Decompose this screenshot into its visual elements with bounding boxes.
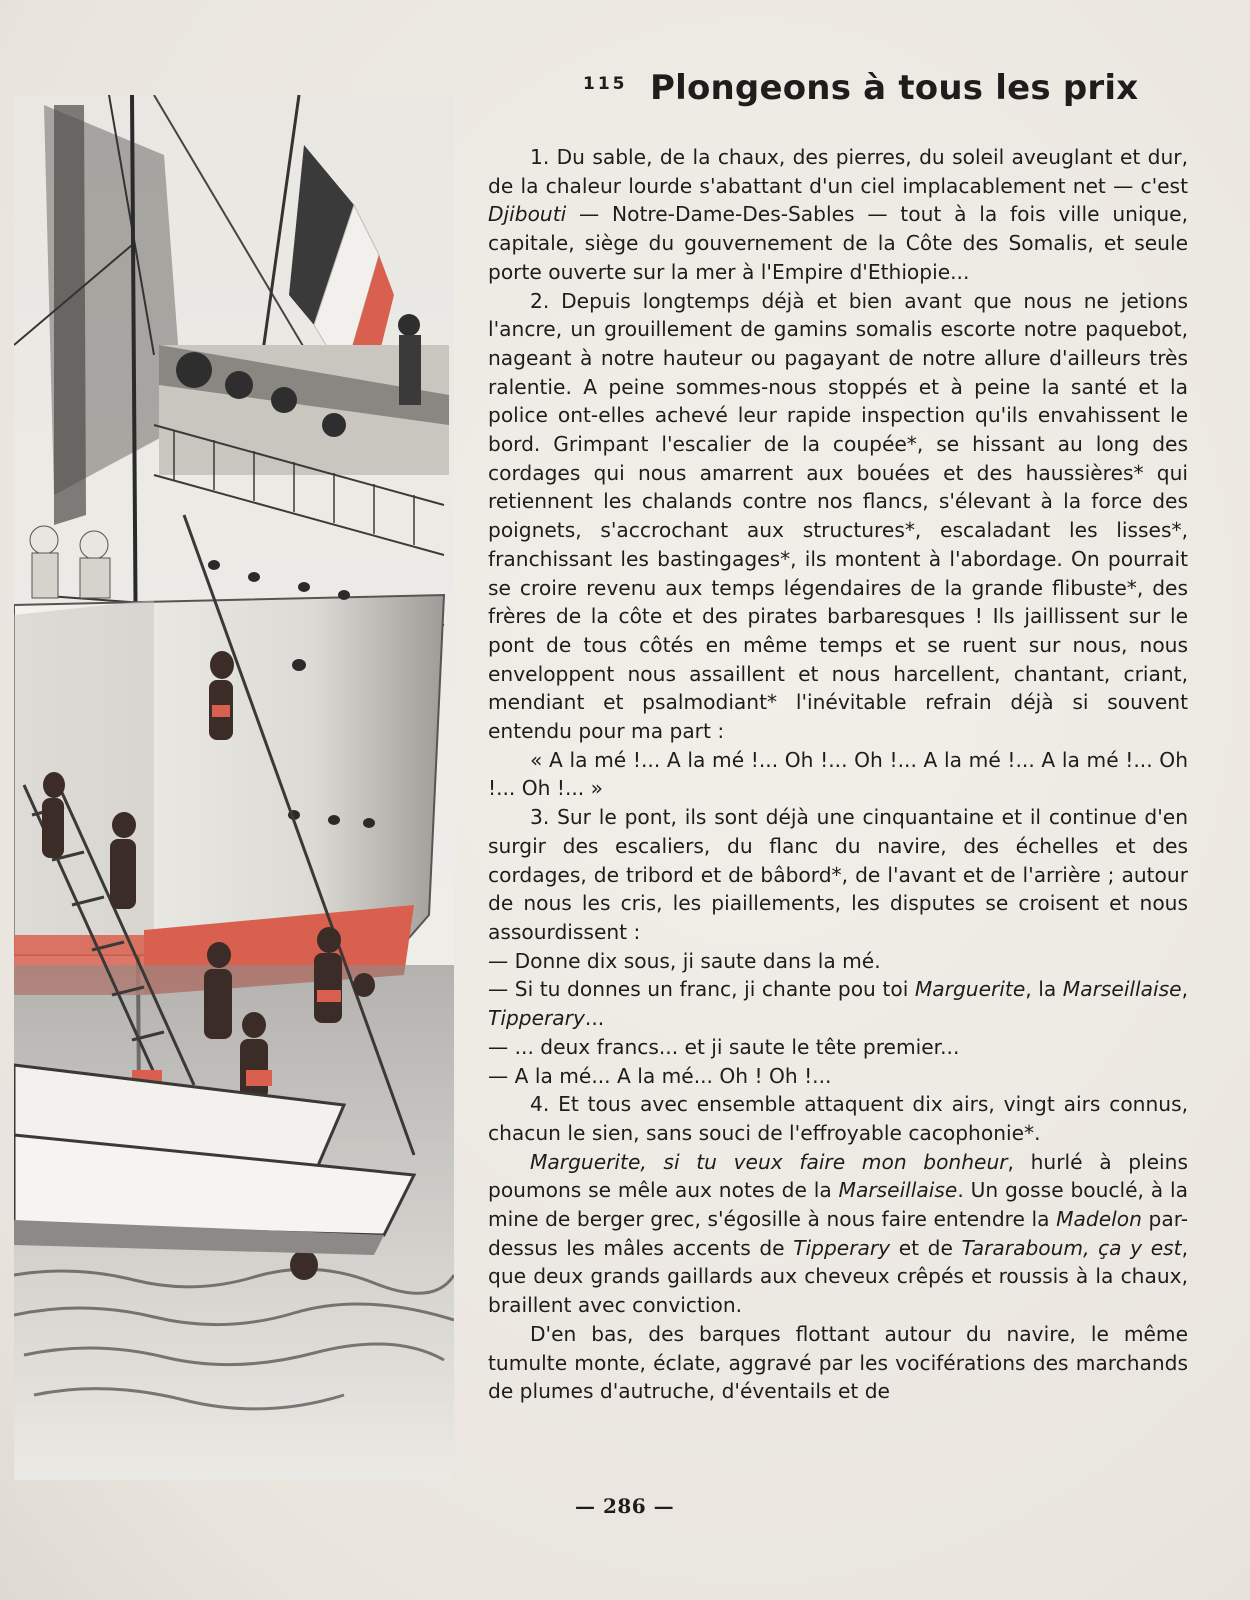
ship-illustration-icon: [14, 95, 454, 1480]
dialogue-line-2: — Si tu donnes un franc, ji chante pou toi Marguerite, la Marseillaise, Tipperary...: [488, 977, 1188, 1031]
dialogue-line-4: — A la mé... A la mé... Oh ! Oh !...: [488, 1063, 832, 1088]
article-body: [488, 143, 1188, 1406]
ship-scene-illustration: [14, 95, 454, 1480]
page-title: Plongeons à tous les prix: [650, 68, 1139, 108]
paragraph-4: 4. Et tous avec ensemble attaquent dix airs, vingt airs connus, chacun le sien, sans souci de l'effroyable cacophonie*.: [488, 1092, 1188, 1145]
paragraph-1: 1. Du sable, de la chaux, des pierres, du soleil aveuglant et dur, de la chaleur lourde s'abattant d'un ciel implacablement net — c'est Djibouti — Notre-Dame-Des-Sables — tout à la fois ville unique, capitale, siège du gouvernement de la Côte des Somalis, et seule porte ouverte sur la mer à l'Empire d'Ethiopie...: [488, 145, 1188, 284]
dialogue-line-3: — ... deux francs... et ji saute le tête premier...: [488, 1034, 960, 1059]
dialogue-line-1: — Donne dix sous, ji saute dans la mé.: [488, 948, 881, 973]
lesson-number: 115: [583, 74, 628, 94]
chant-line: « A la mé !... A la mé !... Oh !... Oh !... A la mé !... A la mé !... Oh !... Oh !... »: [488, 747, 1188, 801]
page-number: — 286 —: [575, 1494, 675, 1518]
paragraph-3: 3. Sur le pont, ils sont déjà une cinquantaine et il continue d'en surgir des escaliers, du flanc du navire, des échelles et des cordages, de tribord et de bâbord*, de l'avant et de l'arrière ; autour de nous les cris, les piaillements, les disputes se croisent et nous assourdissent :: [488, 805, 1188, 944]
paragraph-5: Marguerite, si tu veux faire mon bonheur, hurlé à pleins poumons se mêle aux notes de la Marseillaise. Un gosse bouclé, à la mine de berger grec, s'égosille à nous faire entendre la Madelon par-dessus les mâles accents de Tipperary et de Tararaboum, ça y est, que deux grands gaillards aux cheveux crêpés et roussis à la chaux, braillent avec conviction.: [488, 1149, 1188, 1318]
paragraph-2: 2. Depuis longtemps déjà et bien avant que nous ne jetions l'ancre, un grouillement de gamins somalis escorte notre paquebot, nageant à notre hauteur ou pagayant de notre allure d'ailleurs très ralentie. A peine sommes-nous stoppés et à peine la santé et la police ont-elles achevé leur rapide inspection qu'ils envahissent le bord. Grimpant l'escalier de la coupée*, se hissant au long des cordages qui nous amarrent aux bouées et des haussières* qui retiennent les chalands contre nos flancs, s'élevant à la force des poignets, s'accrochant aux structures*, escaladant les lisses*, franchissant les bastingages*, ils montent à l'abordage. On pourrait se croire revenu aux temps légendaires de la grande flibuste*, des frères de la côte et des pirates barbaresques ! Ils jaillissent sur le pont de tous côtés en même temps et se ruent sur nous, nous enveloppent nous assaillent et nous harcellent, chantant, criant, mendiant et psalmodiant* l'inévitable refrain déjà si souvent entendu pour ma part :: [488, 288, 1188, 744]
paragraph-6: D'en bas, des barques flottant autour du navire, le même tumulte monte, éclate, aggravé par les vociférations des marchands de plumes d'autruche, d'éventails et de: [488, 1321, 1188, 1404]
